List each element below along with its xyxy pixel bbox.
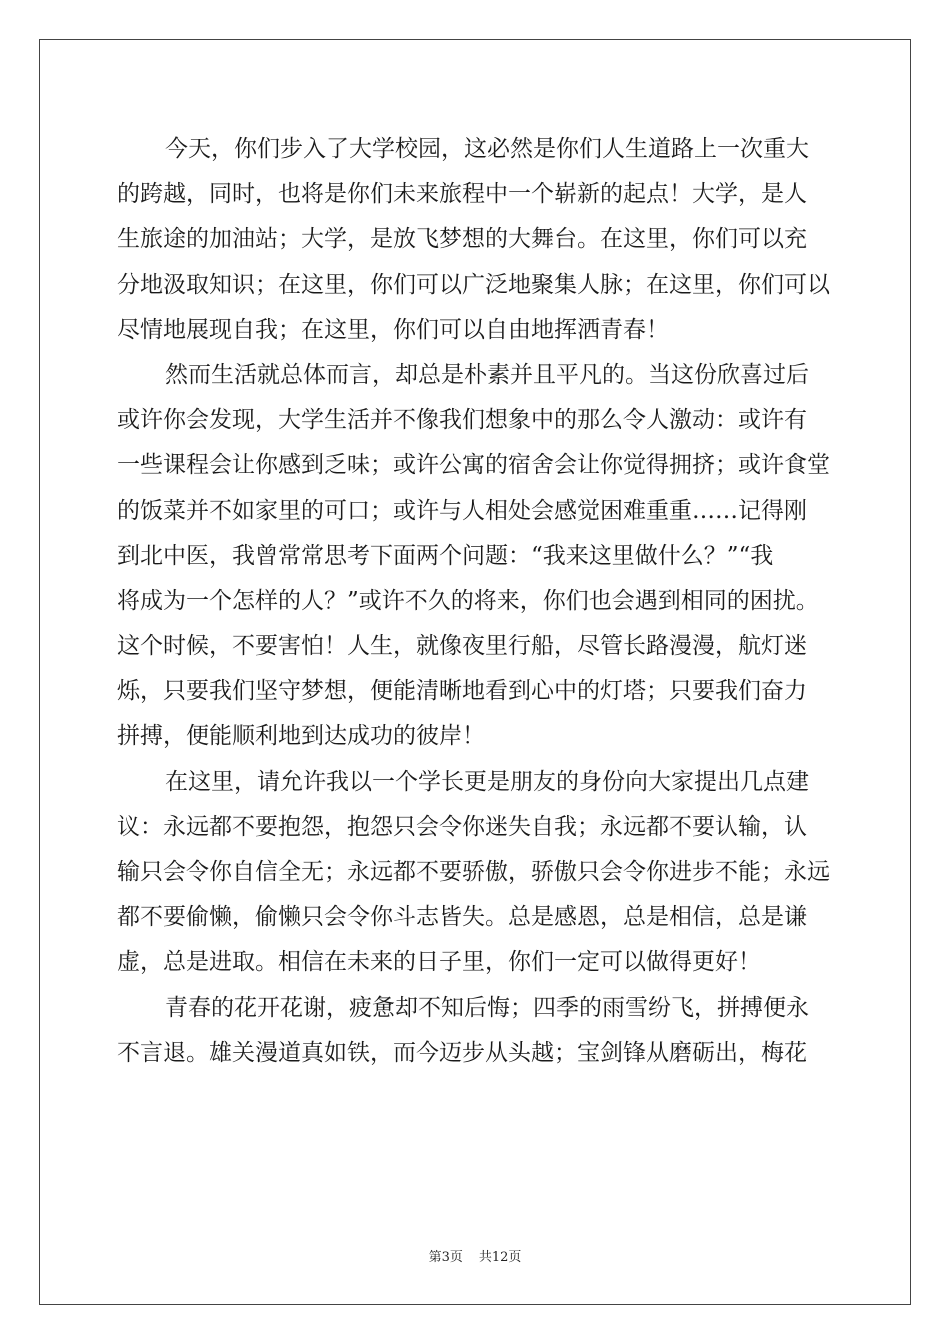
- paragraph-line: 虚，总是进取。相信在未来的日子里，你们一定可以做得更好！: [117, 949, 761, 976]
- paragraph-line: 都不要偷懒，偷懒只会令你斗志皆失。总是感恩，总是相信，总是谦: [117, 904, 807, 931]
- page-footer: [0, 1246, 950, 1265]
- paragraph-line: 然而生活就总体而言，却总是朴素并且平凡的。当这份欣喜过后: [165, 361, 809, 388]
- page-number: 第3页: [428, 1250, 463, 1265]
- paragraph-line: 青春的花开花谢，疲惫却不知后悔；四季的雨雪纷飞，拼搏便永: [165, 994, 809, 1021]
- paragraph-line: 输只会令你自信全无；永远都不要骄傲，骄傲只会令你进步不能；永远: [117, 859, 830, 885]
- paragraph-line: 烁，只要我们坚守梦想，便能清晰地看到心中的灯塔；只要我们奋力: [117, 678, 807, 705]
- paragraph-line: 不言退。雄关漫道真如铁，而今迈步从头越；宝剑锋从磨砺出，梅花: [117, 1039, 807, 1066]
- paragraph-line: 的跨越，同时，也将是你们未来旅程中一个崭新的起点！大学，是人: [117, 181, 807, 208]
- paragraph-line: 议：永远都不要抱怨，抱怨只会令你迷失自我；永远都不要认输，认: [117, 813, 807, 840]
- document-body: [117, 127, 837, 1076]
- page-total: 共12页: [478, 1250, 522, 1265]
- paragraph-line: 拼搏，便能顺利地到达成功的彼岸！: [117, 723, 485, 750]
- paragraph-line: 将成为一个怎样的人？”或许不久的将来，你们也会遇到相同的困扰。: [117, 587, 819, 614]
- paragraph-line: 尽情地展现自我；在这里，你们可以自由地挥洒青春！: [117, 316, 669, 343]
- paragraph-line: 生旅途的加油站；大学，是放飞梦想的大舞台。在这里，你们可以充: [117, 226, 807, 253]
- paragraph-line: 一些课程会让你感到乏味；或许公寓的宿舍会让你觉得拥挤；或许食堂: [117, 452, 830, 479]
- paragraph-line: 在这里，请允许我以一个学长更是朋友的身份向大家提出几点建: [165, 768, 809, 795]
- paragraph-line: 分地汲取知识；在这里，你们可以广泛地聚集人脉；在这里，你们可以: [117, 271, 830, 298]
- paragraph-line: 或许你会发现，大学生活并不像我们想象中的那么令人激动：或许有: [117, 407, 807, 434]
- paragraph-line: 今天，你们步入了大学校园，这必然是你们人生道路上一次重大: [165, 136, 809, 162]
- paragraph-line: 这个时候，不要害怕！人生，就像夜里行船，尽管长路漫漫，航灯迷: [117, 633, 807, 660]
- paragraph-line: 到北中医，我曾常常思考下面两个问题：“我来这里做什么？”“我: [117, 542, 774, 569]
- paragraph-line: 的饭菜并不如家里的可口；或许与人相处会感觉困难重重……记得刚: [117, 497, 807, 524]
